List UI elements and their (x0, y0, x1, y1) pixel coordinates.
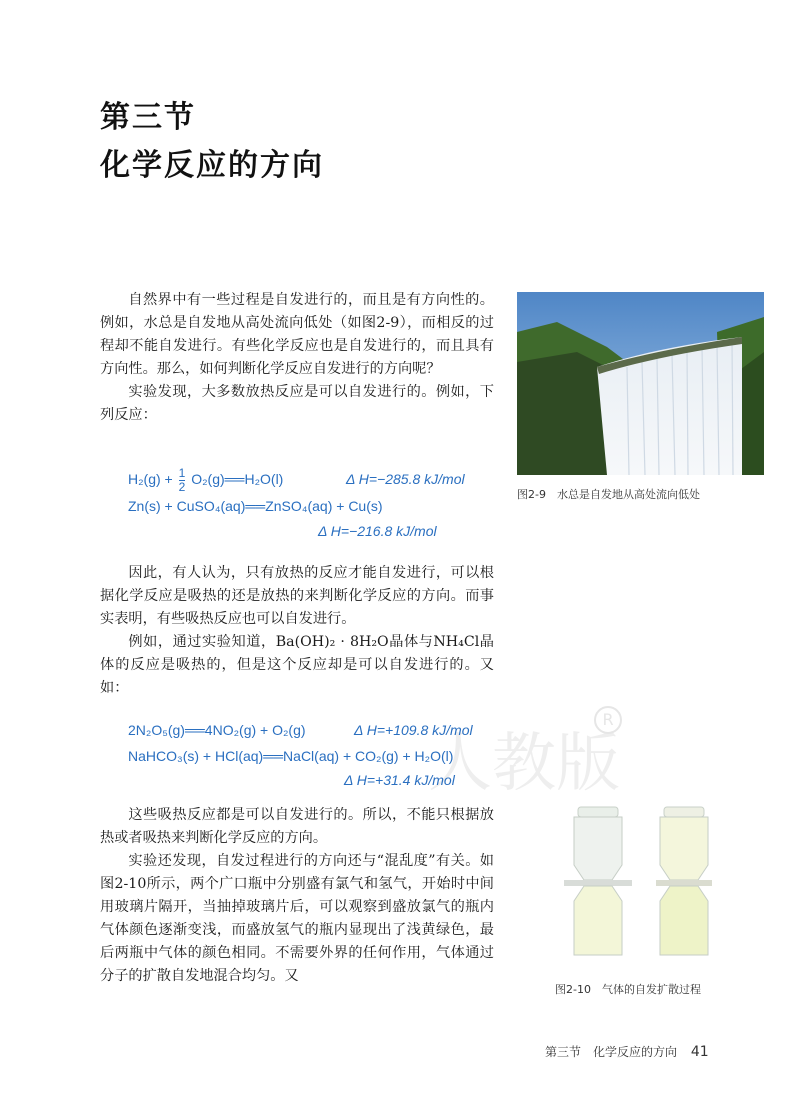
text-block-2 (100, 562, 494, 700)
paragraph-2: 实验发现，大多数放热反应是可以自发进行的。例如，下列反应： (100, 384, 494, 423)
waterfall-illustration (517, 292, 764, 475)
text-block-1 (100, 289, 494, 427)
eq1-numerator: 1 (178, 466, 186, 480)
eq1-lhs-a: H₂(g) + (128, 471, 177, 488)
paragraph-1: 自然界中有一些过程是自发进行的，而且是有方向性的。例如，水总是自发地从高处流向低处（如图2-9），而相反的过程却不能自发进行。有些化学反应也是自发进行的，而且具有方向性。那么，如何判断化学反应自发进行的方向呢？ (100, 292, 494, 377)
page-number: 41 (690, 1044, 709, 1060)
eq1-fraction (179, 467, 186, 494)
text-block-3 (100, 804, 494, 988)
eq2-enthalpy: Δ H=−216.8 kJ/mol (318, 523, 437, 539)
eq2: Zn(s) + CuSO₄(aq)══ZnSO₄(aq) + Cu(s) (128, 498, 383, 514)
eq1-lhs-b: O₂(g)══H₂O(l) (191, 471, 284, 488)
eq4-enthalpy: Δ H=+31.4 kJ/mol (344, 772, 455, 788)
page-footer (545, 1043, 709, 1060)
paragraph-6: 实验还发现，自发过程进行的方向还与“混乱度”有关。如图2-10所示，两个广口瓶中分别盛有氯气和氢气，开始时中间用玻璃片隔开，当抽掉玻璃片后，可以观察到盛放氯气的瓶内气体颜色逐渐变浅，而盛放氢气的瓶内显现出了浅黄绿色，最后两瓶中气体的颜色相同。不需要外界的任何作用，气体通过分子的扩散自发地混合均匀。又 (100, 853, 494, 984)
footer-section: 第三节 化学反应的方向 (545, 1045, 678, 1059)
paragraph-3: 因此，有人认为，只有放热的反应才能自发进行，可以根据化学反应是吸热的还是放热的来判断化学反应的方向。而事实表明，有些吸热反应也可以自发进行。 (100, 565, 494, 627)
eq4: NaHCO₃(s) + HCl(aq)══NaCl(aq) + CO₂(g) + H₂O(l) (128, 748, 454, 764)
eq1-denominator: 2 (178, 480, 186, 494)
figure-2-9-caption: 图2-9 水总是自发地从高处流向低处 (517, 488, 700, 501)
bottle-right (656, 807, 712, 955)
bottle-left (564, 807, 632, 955)
paragraph-4: 例如，通过实验知道，Ba(OH)₂ · 8H₂O晶体与NH₄Cl晶体的反应是吸热的，但是这个反应却是可以自发进行的。又如： (100, 634, 494, 696)
paragraph-5: 这些吸热反应都是可以自发进行的。所以，不能只根据放热或者吸热来判断化学反应的方向。 (100, 807, 494, 846)
waterfall-photo (517, 292, 764, 475)
gas-bottles-photo (556, 805, 726, 960)
eq3-enthalpy: Δ H=+109.8 kJ/mol (354, 722, 473, 738)
section-title: 化学反应的方向 (100, 148, 324, 183)
section-number: 第三节 (100, 100, 196, 135)
registered-mark-icon: R (594, 706, 622, 734)
eq1-enthalpy: Δ H=−285.8 kJ/mol (346, 471, 465, 487)
figure-2-10-caption: 图2-10 气体的自发扩散过程 (555, 983, 701, 996)
bottles-illustration (556, 805, 726, 960)
eq3: 2N₂O₅(g)══4NO₂(g) + O₂(g) (128, 722, 306, 738)
watermark: 人教版 (428, 727, 620, 801)
